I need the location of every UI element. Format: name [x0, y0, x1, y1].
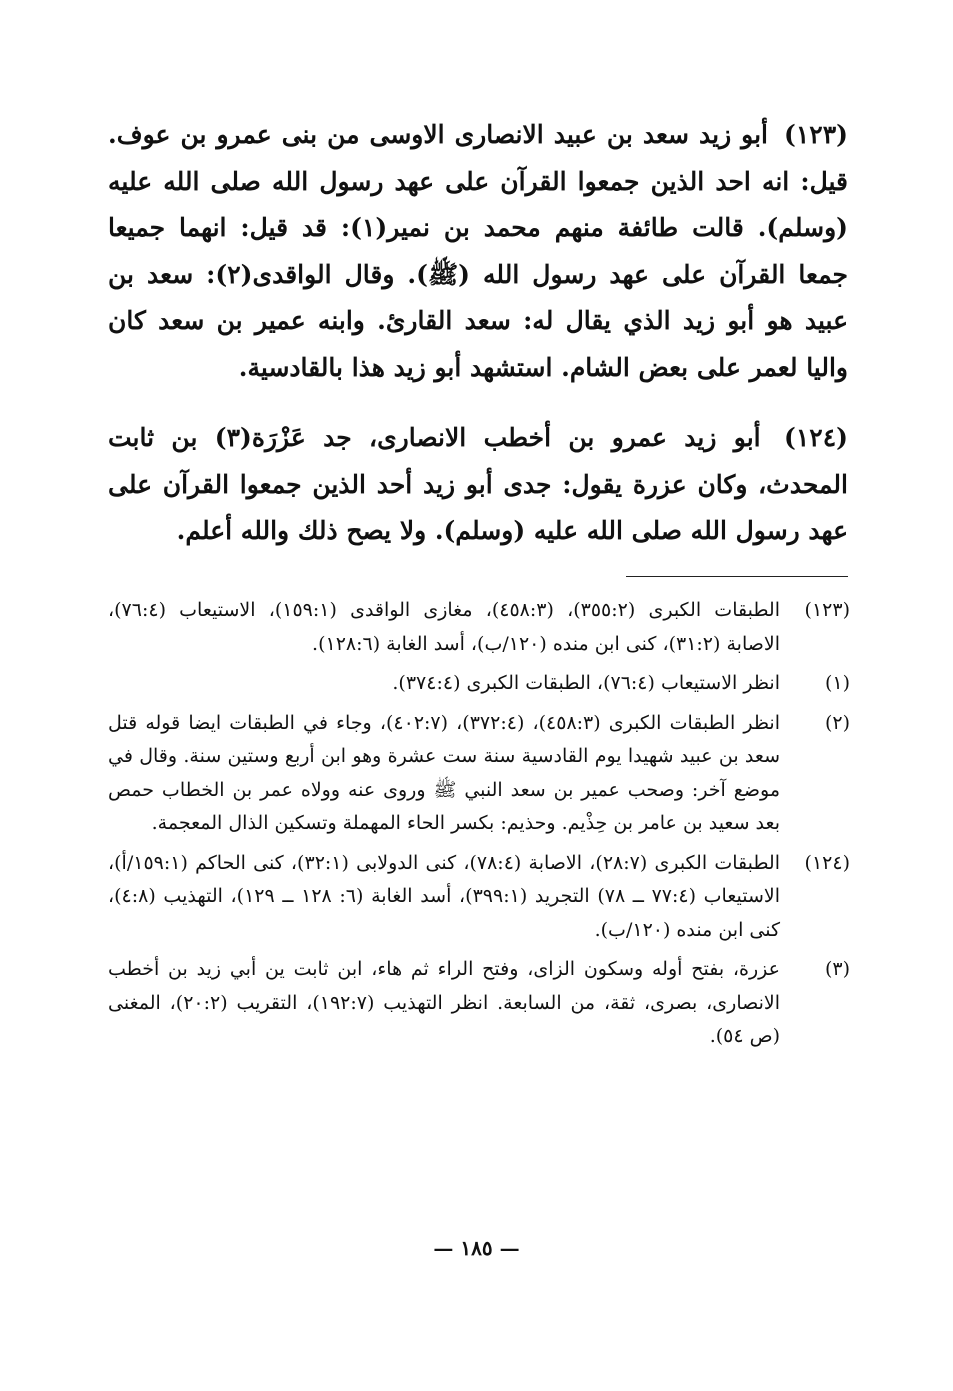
- footnotes: [108, 594, 850, 1060]
- biography-entry-123: [108, 112, 848, 391]
- footnote: [108, 594, 850, 661]
- footnote-label: (٣): [824, 958, 850, 980]
- footnote: [108, 847, 850, 948]
- footnote: [108, 953, 850, 1054]
- footnote-text: الطبقات الكبرى (٢٨:٧)، الاصابة (٧٨:٤)، كنى الدولابى (٣٢:١)، كنى الحاكم (١٥٩:١/أ)، الاستيعاب (٧٧:٤ ــ ٧٨) التجريد (٣٩٩:١)، أسد الغابة (٦: ١٢٨ ــ ١٢٩)، التهذيب (٤:٨)، كنى ابن منده (١٢٠/ب).: [108, 851, 781, 941]
- footnote-text: الطبقات الكبرى (٣٥٥:٢)، (٤٥٨:٣)، مغازى الواقدى (١٥٩:١)، الاستيعاب (٧٦:٤)، الاصابة (٣١:٢)، كنى ابن منده (١٢٠/ب)، أسد الغابة (١٢٨:٦).: [108, 599, 780, 655]
- entry-text: أبو زيد عمرو بن أخطب الانصارى، جد عَزْرَة(٣) بن ثابت المحدث، وكان عزرة يقول: جدى أبو زيد أحد الذين جمعوا القرآن على عهد رسول الله صلى الله عليه (وسلم). ولا يصح ذلك والله أعلم.: [108, 423, 848, 545]
- footnote-label: (٢): [824, 711, 850, 734]
- main-text: [108, 112, 848, 555]
- page-number: — ١٨٥ —: [433, 1236, 520, 1260]
- footnote-text: انظر الطبقات الكبرى (٤٥٨:٣)، (٣٧٢:٤)، (٤٠٢:٧)، وجاء في الطبقات ايضا قوله قتل سعد بن عبيد شهيدا يوم القادسية سنة ست عشرة وهو ابن أربع وستين سنة. وقال في موضع آخر: وصحب عمير بن سعد النبي ﷺ وروى عنه وولاه عمر بن الخطاب حمص بعد سعيد بن عامر بن حِذْيم. وحذيم: بكسر الحاء المهملة وتسكين الذال المعجمة.: [108, 711, 780, 834]
- entry-text: أبو زيد سعد بن عبيد الانصارى الاوسى من بنى عمرو بن عوف. قيل: انه احد الذين جمعوا القرآن على عهد رسول الله صلى الله عليه (وسلم). قالت طائفة منهم محمد بن نمير(١): قد قيل: انهما جميعا جمعا القرآن على عهد رسول الله (ﷺ). وقال الواقدى(٢): سعد بن عبيد هو أبو زيد الذي يقال له: سعد القارئ. وابنه عمير بن سعد كان واليا لعمر على بعض الشام. استشهد أبو زيد هذا بالقادسية.: [108, 120, 848, 382]
- footnote-label: (١٢٣): [804, 599, 850, 621]
- footnote: [108, 667, 850, 701]
- footnote: [108, 707, 850, 841]
- footnote-text: انظر الاستيعاب (٧٦:٤)، الطبقات الكبرى (٣٧٤:٤).: [392, 672, 780, 694]
- footnote-separator: [626, 576, 848, 577]
- footnote-label: (١٢٤): [804, 851, 850, 874]
- entry-number: (١٢٣): [784, 120, 848, 149]
- entry-number: (١٢٤): [784, 423, 848, 452]
- biography-entry-124: [108, 415, 848, 555]
- footnote-label: (١): [824, 672, 850, 694]
- footnote-text: عزرة، بفتح أوله وسكون الزاى، وفتح الراء ثم هاء، ابن ثابت ين أبي زيد بن أخطب الانصارى، بصرى، ثقة، من السابعة. انظر التهذيب (١٩٢:٧)، التقريب (٢٠:٢)، المغنى (ص ٥٤).: [108, 958, 781, 1047]
